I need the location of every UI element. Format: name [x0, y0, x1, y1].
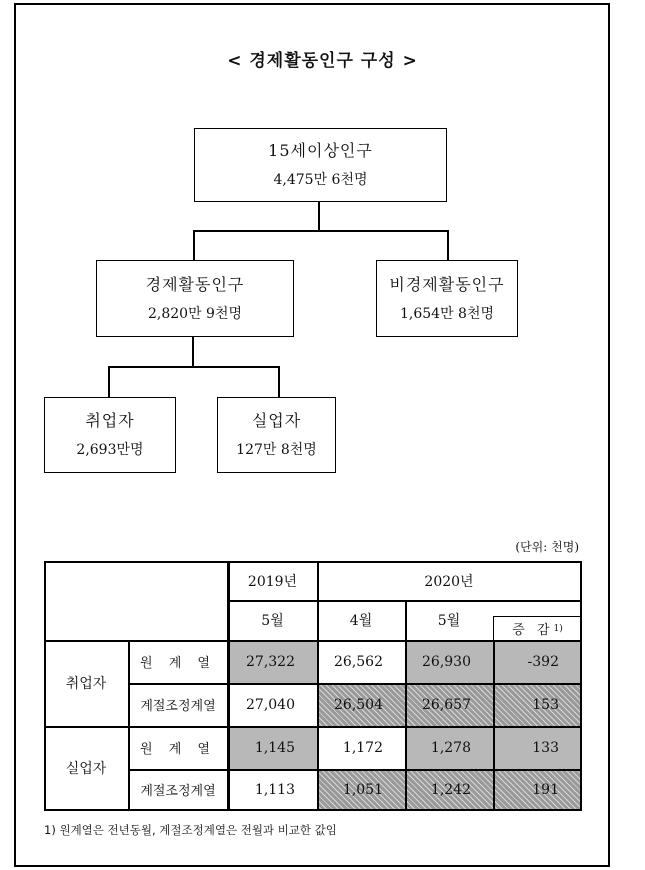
box-not-economically-active [376, 260, 518, 337]
box-label: 경제활동인구 [145, 274, 245, 294]
connector [318, 202, 320, 230]
box-label: 15세이상인구 [268, 141, 373, 160]
grid-line [128, 640, 130, 810]
box-label: 비경제활동인구 [389, 274, 505, 294]
cell-may-2019: 27,040 [246, 696, 295, 713]
page-title: < 경제활동인구 구성 > [227, 51, 418, 71]
group-unemployed: 실업자 [65, 761, 107, 777]
cell-may-2020: 1,242 [405, 769, 493, 810]
connector [193, 230, 448, 232]
cell-may-2019: 27,322 [228, 640, 317, 683]
header-apr-2020: 4월 [349, 613, 373, 629]
box-population-15plus [194, 128, 447, 202]
cell-apr-2020: 1,051 [317, 769, 405, 810]
series-label: 원 계 열 [140, 656, 216, 671]
footnote: 1) 원계열은 전년동월, 계절조정계열은 전월과 비교한 값임 [44, 823, 337, 837]
grid-line [128, 683, 581, 685]
table-border-right [580, 561, 582, 811]
box-value: 127만 8천명 [236, 442, 317, 458]
cell-may-2019: 1,145 [228, 726, 317, 769]
connector [192, 337, 194, 367]
cell-change: 153 [493, 683, 581, 726]
header-change-label: 증 감 [512, 623, 554, 638]
cell-may-2020: 26,930 [405, 640, 493, 683]
box-value: 1,654만 8천명 [399, 305, 494, 322]
header-may-2020: 5월 [437, 613, 461, 629]
box-economically-active [96, 260, 294, 337]
grid-line [128, 769, 581, 771]
cell-change: 133 [493, 726, 581, 769]
connector [108, 366, 279, 368]
group-employed: 취업자 [65, 676, 107, 692]
header-year-2020: 2020년 [424, 573, 474, 590]
grid-line [44, 640, 581, 642]
cell-may-2019: 1,113 [254, 781, 295, 798]
grid-line [44, 726, 581, 728]
connector [278, 366, 280, 398]
box-value: 2,693만명 [76, 442, 144, 458]
cell-apr-2020: 1,172 [342, 739, 383, 756]
series-label: 계절조정계열 [140, 784, 216, 799]
footnote-marker: 1) [553, 623, 563, 634]
series-label: 계절조정계열 [140, 699, 216, 714]
connector [447, 230, 449, 261]
cell-change: -392 [493, 640, 581, 683]
box-unemployed [217, 397, 336, 473]
unit-label: (단위: 천명) [515, 540, 579, 554]
grid-line-thick [227, 561, 230, 811]
header-change [493, 616, 581, 640]
connector [108, 366, 110, 398]
grid-line [405, 600, 407, 811]
cell-apr-2020: 26,504 [317, 683, 405, 726]
box-value: 4,475만 6천명 [273, 172, 368, 188]
grid-line [493, 640, 495, 811]
header-year-2019: 2019년 [247, 573, 298, 590]
cell-apr-2020: 26,562 [334, 653, 383, 670]
cell-may-2020: 1,278 [405, 726, 493, 769]
table-border-top [44, 561, 581, 563]
box-employed [44, 397, 176, 473]
table-border-bottom [44, 809, 581, 811]
table-border-left [44, 561, 46, 811]
header-may-2019: 5월 [261, 613, 284, 629]
box-label: 취업자 [85, 411, 135, 430]
cell-change: 191 [493, 769, 581, 810]
connector [193, 230, 195, 261]
series-label: 원 계 열 [140, 742, 216, 757]
box-label: 실업자 [251, 411, 302, 430]
cell-may-2020: 26,657 [405, 683, 493, 726]
data-table [44, 561, 581, 810]
box-value: 2,820만 9천명 [147, 305, 242, 322]
grid-line [317, 561, 319, 811]
